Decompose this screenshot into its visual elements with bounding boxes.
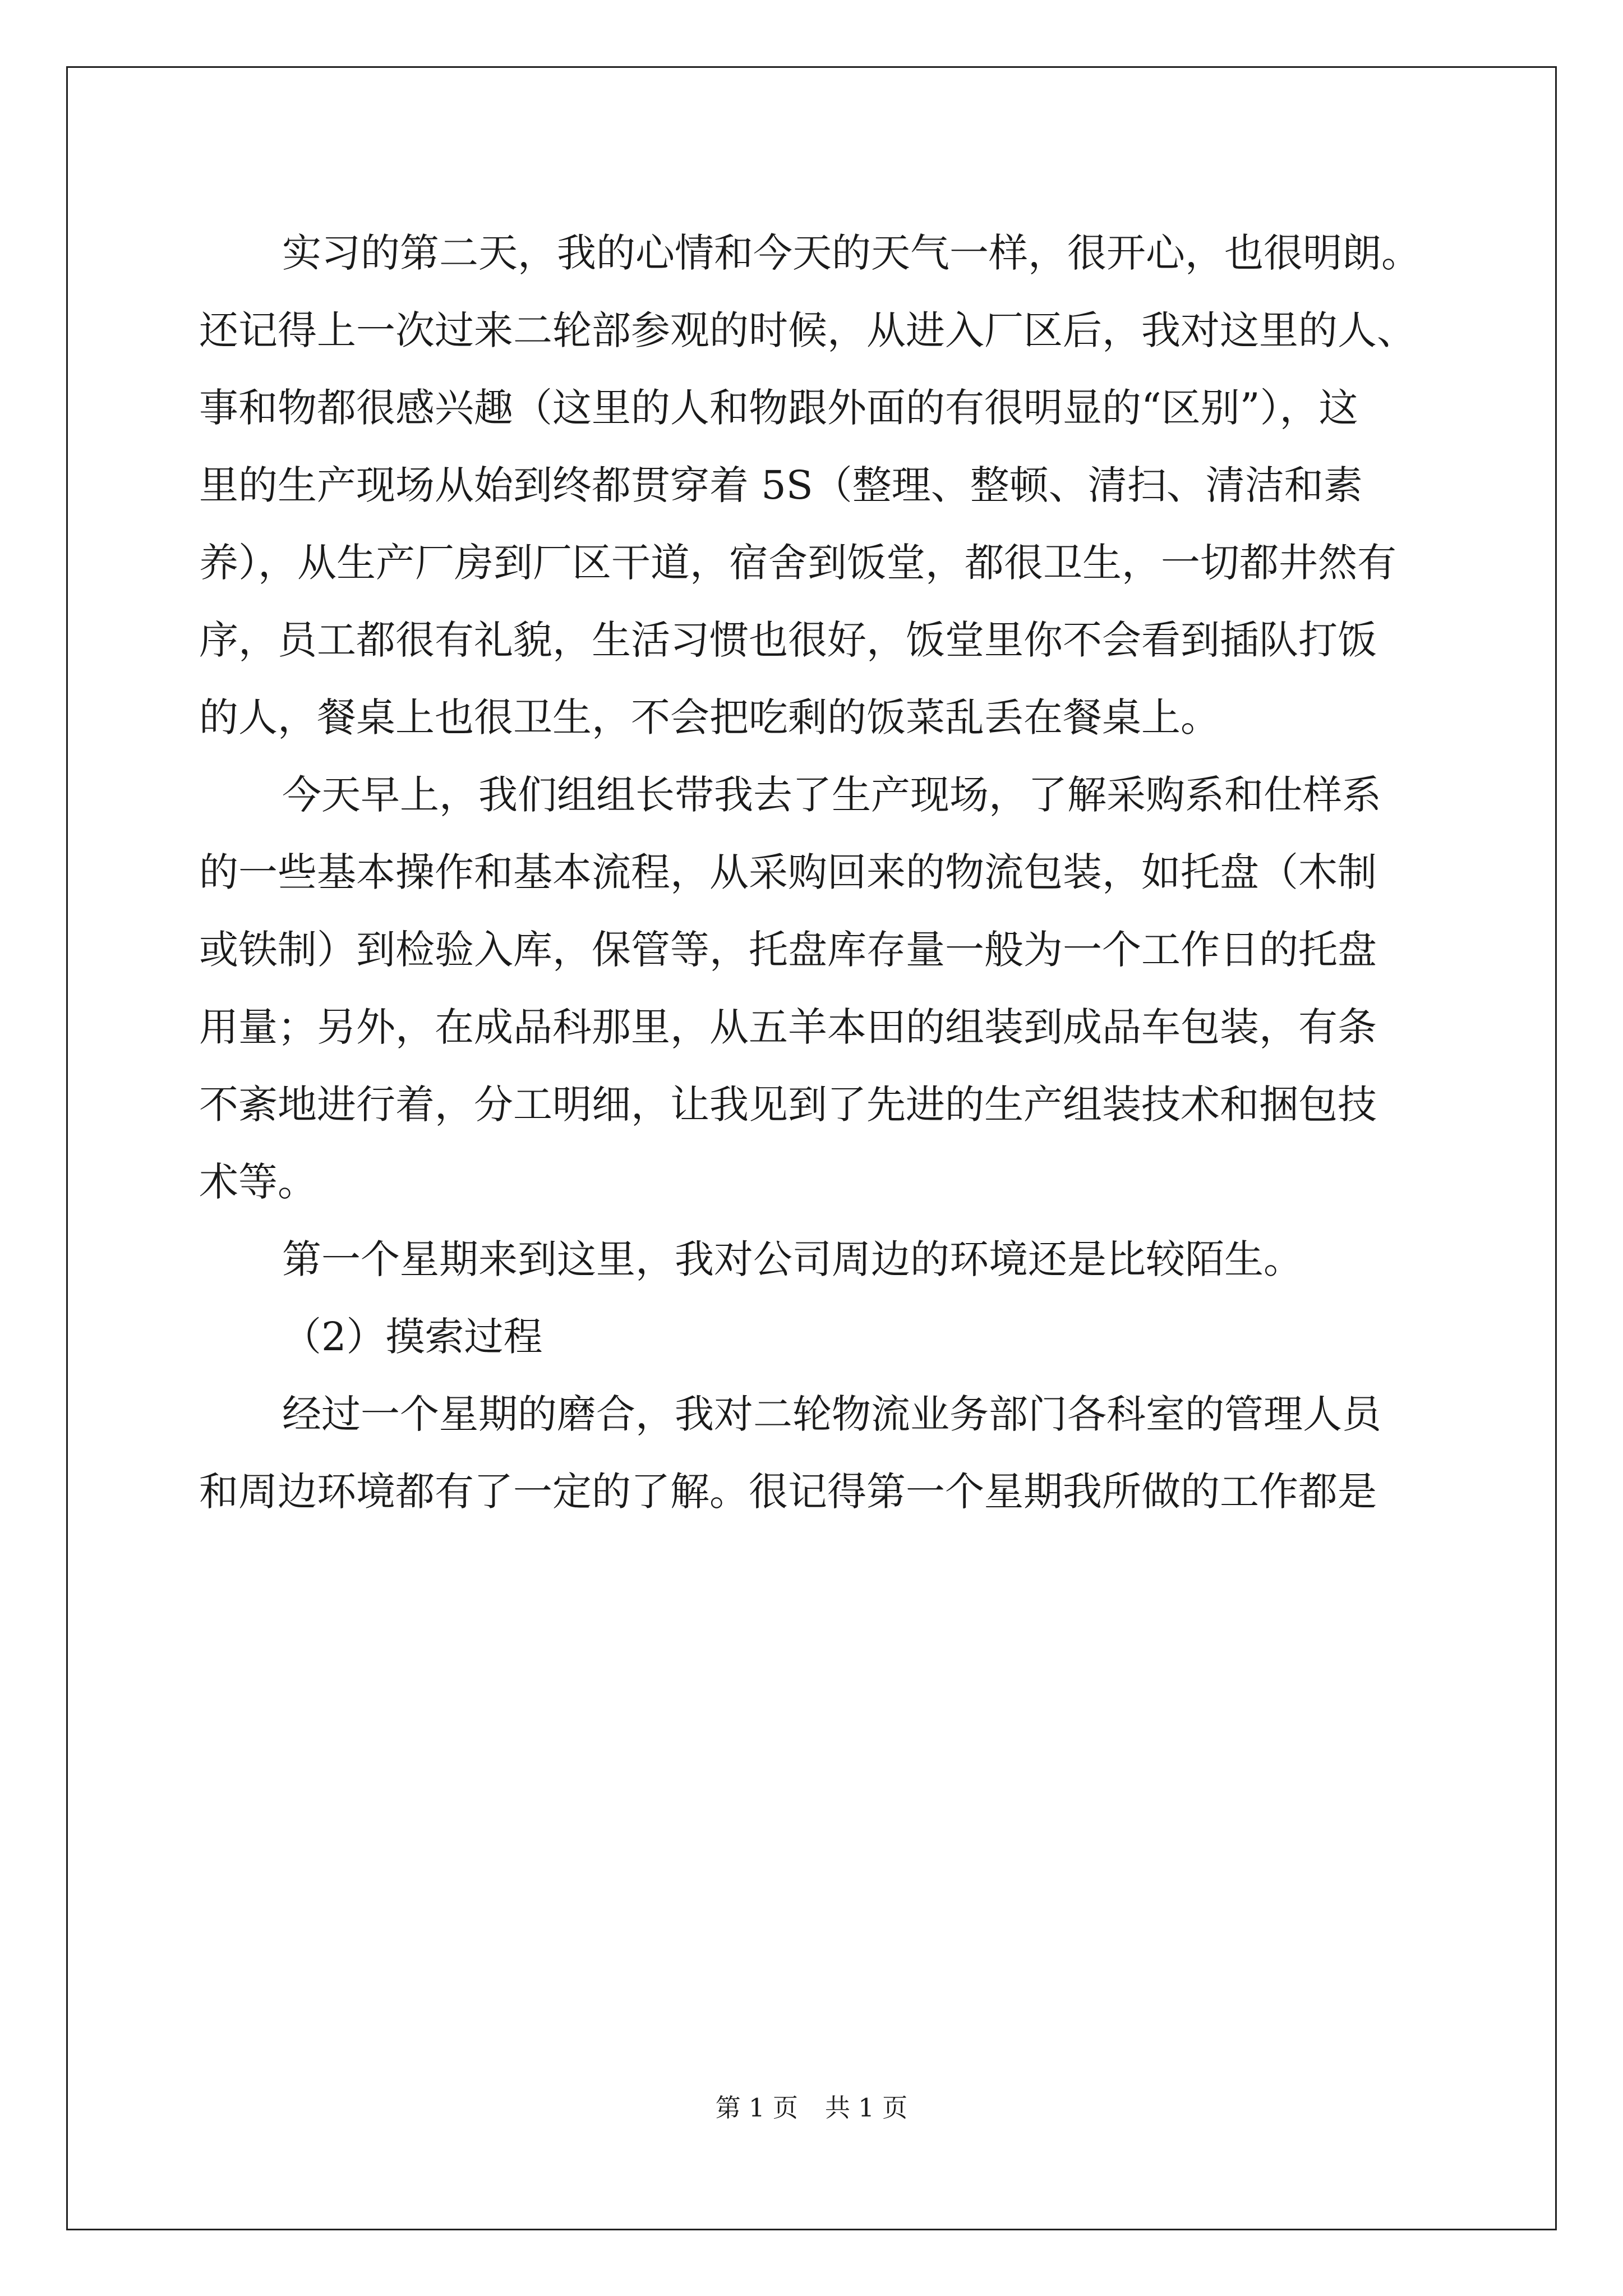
text-line: （2）摸索过程: [282, 1314, 543, 1360]
text-line: 还记得上一次过来二轮部参观的时候，从进入厂区后，我对这里的人、: [199, 307, 1416, 353]
text-line: 养），从生产厂房到厂区干道，宿舍到饭堂，都很卫生，一切都井然有: [199, 540, 1396, 586]
text-line: 不紊地进行着，分工明细，让我见到了先进的生产组装技术和捆包技: [199, 1082, 1377, 1128]
text-line: 的人，餐桌上也很卫生，不会把吃剩的饭菜乱丢在餐桌上。: [199, 694, 1220, 740]
text-line: 第一个星期来到这里，我对公司周边的环境还是比较陌生。: [282, 1236, 1303, 1282]
text-line: 今天早上，我们组组长带我去了生产现场，了解采购系和仕样系: [282, 772, 1381, 818]
document-body: [199, 214, 1433, 1530]
text-line: 术等。: [199, 1159, 317, 1205]
text-line: 事和物都很感兴趣（这里的人和物跟外面的有很明显的“区别”），这: [199, 385, 1358, 431]
text-line: 里的生产现场从始到终都贯穿着 5S（整理、整顿、清扫、清洁和素: [199, 462, 1363, 508]
text-line: 实习的第二天，我的心情和今天的天气一样，很开心，也很明朗。: [282, 230, 1421, 276]
page-number: 第 1 页: [715, 2093, 798, 2123]
page-total: 共 1 页: [825, 2093, 908, 2123]
text-line: 经过一个星期的磨合，我对二轮物流业务部门各科室的管理人员: [282, 1391, 1381, 1437]
text-line: 序，员工都很有礼貌，生活习惯也很好，饭堂里你不会看到插队打饭: [199, 617, 1377, 663]
text-line: 用量；另外，在成品科那里，从五羊本田的组装到成品车包装，有条: [199, 1004, 1377, 1050]
text-line: 和周边环境都有了一定的了解。很记得第一个星期我所做的工作都是: [199, 1469, 1377, 1515]
page-footer: [0, 2091, 1623, 2125]
text-line: 的一些基本操作和基本流程，从采购回来的物流包装，如托盘（木制: [199, 849, 1377, 895]
text-line: 或铁制）到检验入库，保管等，托盘库存量一般为一个工作日的托盘: [199, 927, 1377, 973]
